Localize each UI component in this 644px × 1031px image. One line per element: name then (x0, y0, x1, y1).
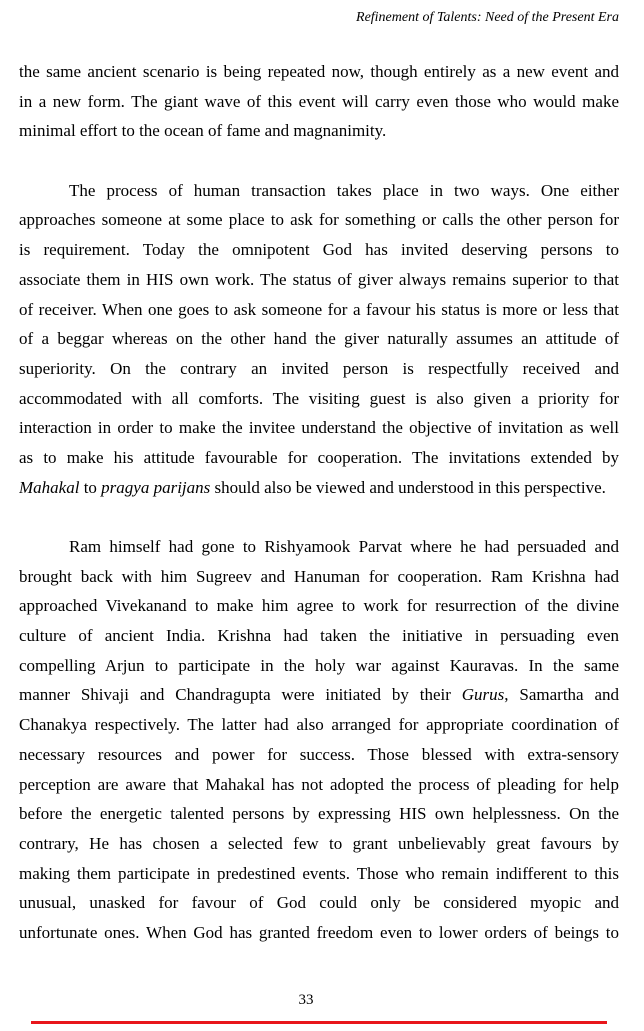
text-run: of receiver. When one goes to ask someone for a favour his status is more or less that (19, 299, 619, 319)
text-run: manner Shivaji and Chandragupta were initiated by their (19, 685, 462, 705)
text-line (19, 770, 619, 800)
text-run: contrary, He has chosen a selected few to grant unbelievably great favours by (19, 833, 619, 853)
text-run: before the energetic talented persons by expressing HIS own helplessness. On the (19, 804, 619, 824)
text-run: approaches someone at some place to ask for something or calls the other person for (19, 210, 619, 230)
text-line (19, 324, 619, 354)
text-run: unusual, unasked for favour of God could only be considered myopic and (19, 893, 619, 913)
text-line (19, 859, 619, 889)
text-run: as to make his attitude favourable for cooperation. The invitations extended by (19, 447, 619, 467)
text-run: Chanakya respectively. The latter had also arranged for appropriate coordination of (19, 715, 619, 735)
text-line (19, 265, 619, 295)
text-run: culture of ancient India. Krishna had taken the initiative in persuading even (19, 626, 619, 646)
paragraph (19, 532, 619, 948)
text-run: the same ancient scenario is being repeated now, though entirely as a new event and (19, 62, 619, 81)
text-line (19, 591, 619, 621)
text-line (19, 413, 619, 443)
text-run: superiority. On the contrary an invited person is respectfully received and (19, 358, 619, 378)
text-run: unfortunate ones. When God has granted freedom even to lower orders of beings to (19, 922, 619, 942)
text-line (19, 680, 619, 710)
text-run: , Samartha and (504, 685, 619, 705)
text-line (19, 57, 619, 87)
italic-term: pragya parijans (101, 477, 211, 497)
text-run: approached Vivekanand to make him agree to work for resurrection of the divine (19, 596, 619, 616)
text-line (19, 87, 619, 117)
text-line (19, 205, 619, 235)
text-line (19, 918, 619, 948)
text-line (19, 532, 619, 562)
text-run: compelling Arjun to participate in the holy war against Kauravas. In the same (19, 655, 619, 675)
text-run: brought back with him Sugreev and Hanuman for cooperation. Ram Krishna had (19, 566, 619, 586)
text-run: is requirement. Today the omnipotent God has invited deserving persons to (19, 240, 619, 260)
text-line (19, 621, 619, 651)
text-line (19, 651, 619, 681)
text-run: associate them in HIS own work. The status of giver always remains superior to that (19, 269, 619, 289)
text-line (19, 710, 619, 740)
text-line (19, 443, 619, 473)
footer-rule (31, 1021, 607, 1024)
text-run: necessary resources and power for success. Those blessed with extra-sensory (19, 744, 619, 764)
text-line (19, 829, 619, 859)
paragraph (19, 176, 619, 503)
text-run: accommodated with all comforts. The visiting guest is also given a priority for (19, 388, 619, 408)
text-run: to (79, 477, 102, 497)
text-run: perception are aware that Mahakal has not adopted the process of pleading for help (19, 774, 619, 794)
italic-term: Mahakal (19, 477, 80, 497)
text-line (19, 354, 619, 384)
text-run: minimal effort to the ocean of fame and magnanimity. (19, 121, 387, 141)
text-run: interaction in order to make the invitee understand the objective of invitation as well (19, 418, 619, 438)
text-run: in a new form. The giant wave of this event will carry even those who would make (19, 91, 619, 111)
text-line (19, 384, 619, 414)
text-line (19, 295, 619, 325)
body-text (19, 57, 619, 977)
text-run: should also be viewed and understood in this perspective. (210, 477, 606, 497)
paragraph (19, 57, 619, 146)
text-run: making them participate in predestined events. Those who remain indifferent to this (19, 863, 619, 883)
text-run: Ram himself had gone to Rishyamook Parvat where he had persuaded and (69, 537, 619, 556)
text-line (19, 116, 619, 146)
italic-term: Gurus (461, 685, 505, 705)
text-line (19, 562, 619, 592)
text-line (19, 473, 619, 503)
text-line (19, 176, 619, 206)
text-line (19, 740, 619, 770)
text-run: The process of human transaction takes place in two ways. One either (69, 180, 619, 200)
text-line (19, 235, 619, 265)
text-line (19, 888, 619, 918)
running-header: Refinement of Talents: Need of the Present Era (356, 10, 619, 25)
text-line (19, 799, 619, 829)
page-number: 33 (298, 992, 314, 1008)
text-run: of a beggar whereas on the other hand the giver naturally assumes an attitude of (19, 329, 619, 349)
